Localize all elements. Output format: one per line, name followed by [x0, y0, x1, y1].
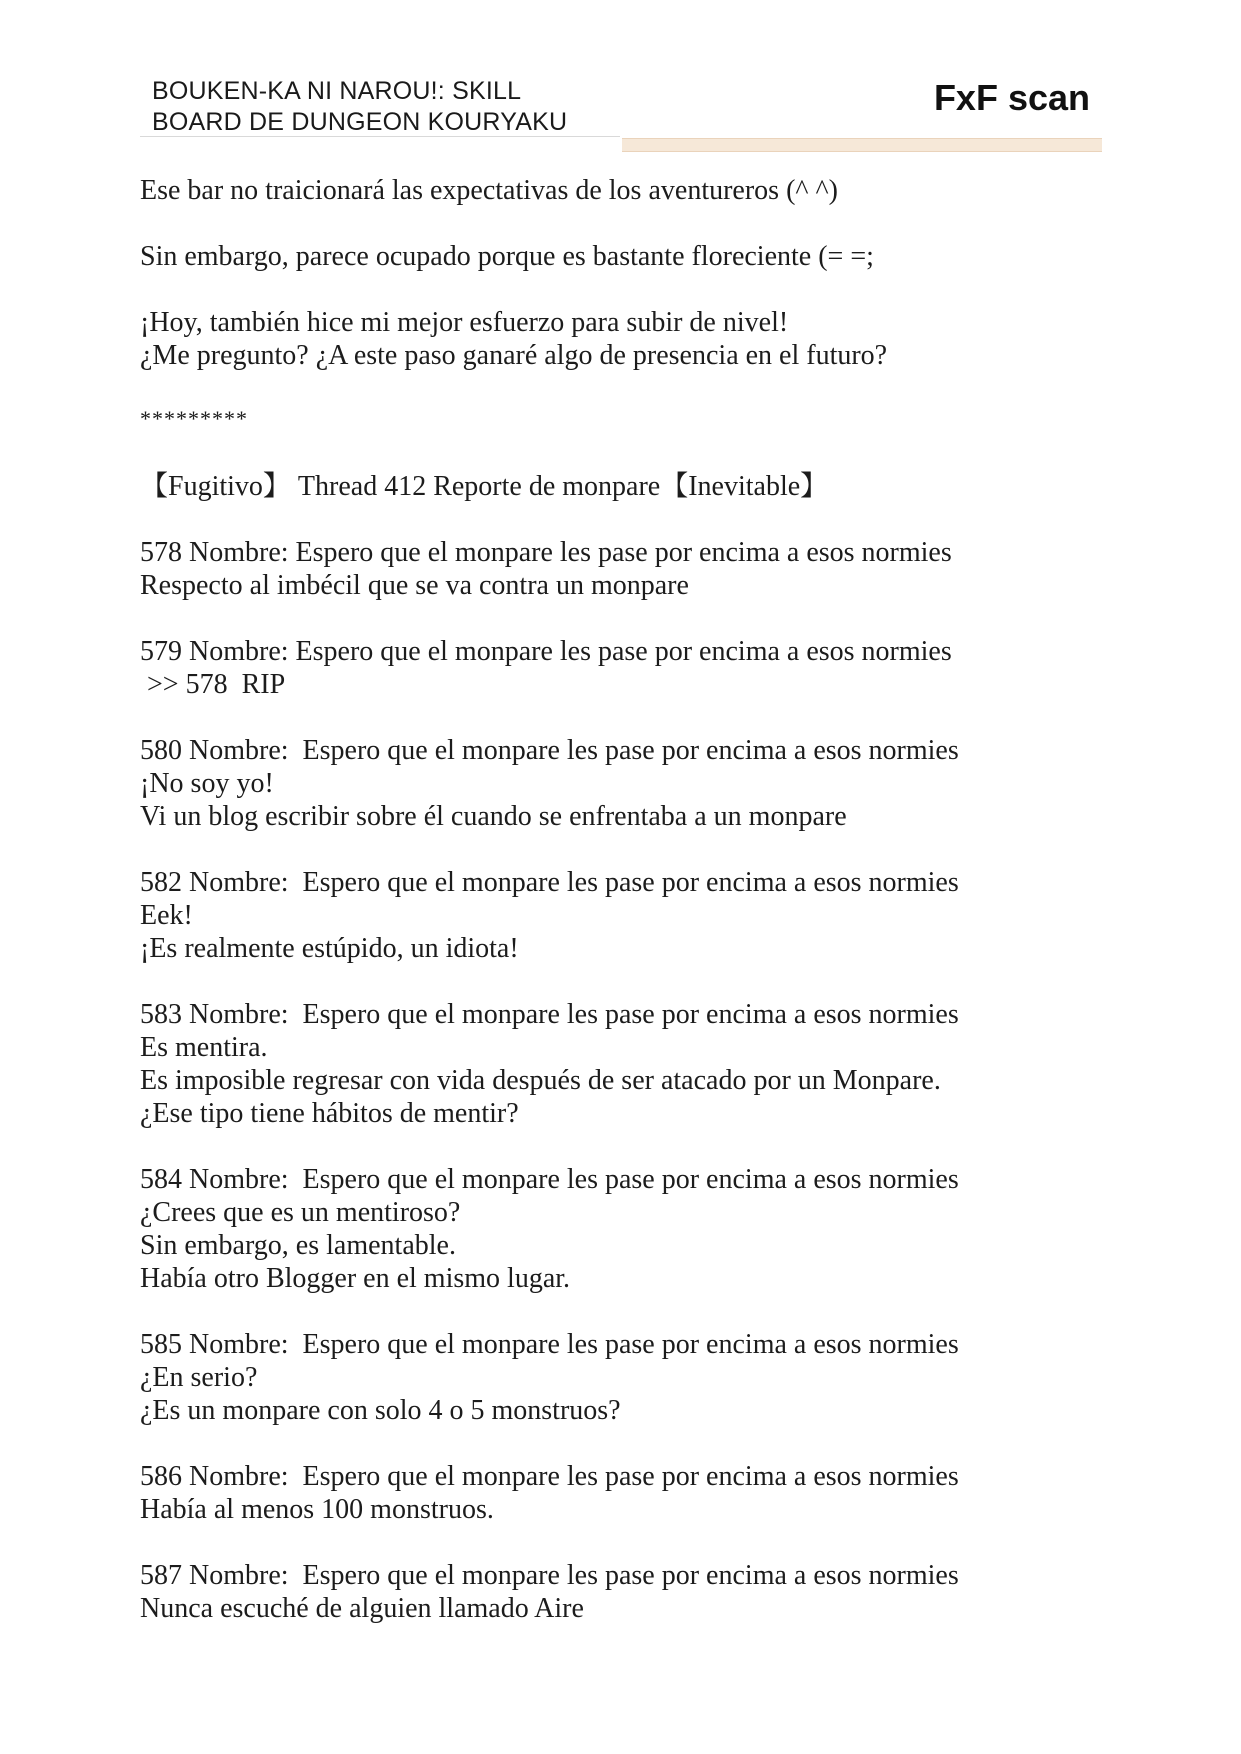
post-header: 585 Nombre: Espero que el monpare les pase por encima a esos normies	[140, 1329, 959, 1360]
page-body	[140, 174, 1100, 1658]
series-title-line-2: BOARD DE DUNGEON KOURYAKU	[152, 108, 568, 136]
thread-post	[140, 866, 1100, 965]
paragraph-line: Sin embargo, parece ocupado porque es bastante floreciente (= =;	[140, 241, 874, 272]
series-title	[152, 76, 567, 138]
section-separator: *********	[140, 406, 248, 431]
thread-post	[140, 1328, 1100, 1427]
header-accent-bar	[622, 138, 1102, 152]
post-header: 582 Nombre: Espero que el monpare les pase por encima a esos normies	[140, 867, 959, 898]
post-line: ¡Es realmente estúpido, un idiota!	[140, 933, 519, 964]
thread-posts	[140, 536, 1100, 1625]
thread-post	[140, 998, 1100, 1130]
post-header: 578 Nombre: Espero que el monpare les pase por encima a esos normies	[140, 537, 952, 568]
post-header: 583 Nombre: Espero que el monpare les pase por encima a esos normies	[140, 999, 959, 1030]
thread-post	[140, 635, 1100, 701]
post-line: ¿En serio?	[140, 1362, 258, 1393]
post-header: 579 Nombre: Espero que el monpare les pase por encima a esos normies	[140, 636, 952, 667]
paragraph-line: ¡Hoy, también hice mi mejor esfuerzo para subir de nivel!	[140, 307, 789, 338]
post-header: 580 Nombre: Espero que el monpare les pase por encima a esos normies	[140, 735, 959, 766]
intro-paragraph-2	[140, 240, 1100, 273]
paragraph-line: ¿Me pregunto? ¿A este paso ganaré algo de presencia en el futuro?	[140, 340, 888, 371]
scanlator-brand: FxF scan	[933, 77, 1090, 118]
post-line: ¿Crees que es un mentiroso?	[140, 1197, 461, 1228]
post-line: Es mentira.	[140, 1032, 268, 1063]
post-line: Respecto al imbécil que se va contra un monpare	[140, 570, 689, 601]
thread-post	[140, 734, 1100, 833]
post-line: >> 578 RIP	[140, 669, 286, 700]
paragraph-line: Ese bar no traicionará las expectativas de los aventureros (^ ^)	[140, 175, 838, 206]
intro-paragraph-1	[140, 174, 1100, 207]
post-header: 586 Nombre: Espero que el monpare les pase por encima a esos normies	[140, 1461, 959, 1492]
header-divider-line	[140, 136, 620, 137]
series-title-line-1: BOUKEN-KA NI NAROU!: SKILL	[152, 77, 522, 105]
post-header: 584 Nombre: Espero que el monpare les pase por encima a esos normies	[140, 1164, 959, 1195]
thread-post	[140, 1559, 1100, 1625]
post-line: Eek!	[140, 900, 193, 931]
thread-post	[140, 1163, 1100, 1295]
thread-post	[140, 536, 1100, 602]
post-line: Había otro Blogger en el mismo lugar.	[140, 1263, 571, 1294]
post-line: ¿Es un monpare con solo 4 o 5 monstruos?	[140, 1395, 621, 1426]
post-line: ¡No soy yo!	[140, 768, 274, 799]
thread-title: 【Fugitivo】 Thread 412 Reporte de monpare【Inevitable】	[140, 471, 829, 502]
post-line: Vi un blog escribir sobre él cuando se enfrentaba a un monpare	[140, 801, 847, 832]
thread-post	[140, 1460, 1100, 1526]
intro-paragraph-3	[140, 306, 1100, 372]
post-header: 587 Nombre: Espero que el monpare les pase por encima a esos normies	[140, 1560, 959, 1591]
post-line: Había al menos 100 monstruos.	[140, 1494, 494, 1525]
post-line: ¿Ese tipo tiene hábitos de mentir?	[140, 1098, 519, 1129]
post-line: Sin embargo, es lamentable.	[140, 1230, 456, 1261]
post-line: Es imposible regresar con vida después de ser atacado por un Monpare.	[140, 1065, 941, 1096]
page-header	[140, 72, 1104, 152]
post-line: Nunca escuché de alguien llamado Aire	[140, 1593, 584, 1624]
